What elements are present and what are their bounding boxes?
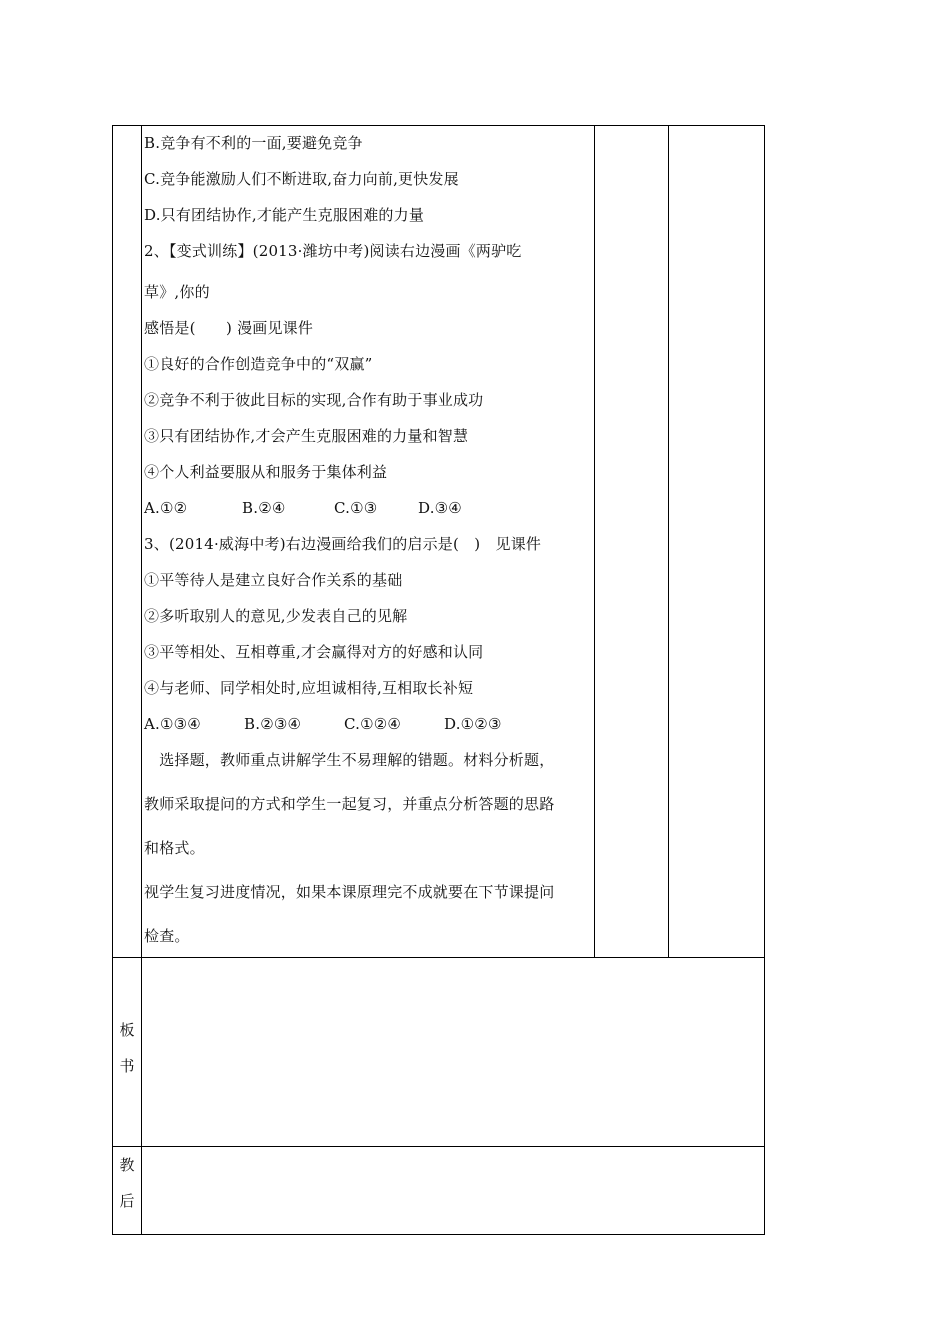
teaching-content-cell	[142, 126, 595, 958]
q3-item-3: ③平等相处、互相尊重,才会赢得对方的好感和认同	[144, 643, 484, 661]
q2-choice-c: C.①③	[334, 499, 378, 517]
q3-choice-d: D.①②③	[444, 715, 502, 733]
board-row	[113, 958, 765, 1147]
q2-stem-line2: 草》,你的	[144, 283, 210, 301]
reflection-row	[113, 1147, 765, 1235]
notes-line-3: 和格式。	[144, 839, 205, 857]
notes-line-4: 视学生复习进度情况，如果本课原理完不成就要在下节课提问	[144, 883, 555, 901]
q2-choice-a: A.①②	[144, 499, 188, 517]
q3-choice-c: C.①②④	[344, 715, 402, 733]
lesson-plan-table	[112, 125, 765, 1235]
q3-choice-a: A.①③④	[144, 715, 201, 733]
q3-item-1: ①平等待人是建立良好合作关系的基础	[144, 571, 403, 589]
option-c: C.竞争能激励人们不断进取,奋力向前,更快发展	[144, 170, 459, 188]
content-row	[113, 126, 765, 958]
q3-item-4: ④与老师、同学相处时,应坦诚相待,互相取长补短	[144, 679, 474, 697]
q2-choice-d: D.③④	[418, 499, 462, 517]
q2-choice-b: B.②④	[242, 499, 286, 517]
board-label-char-2: 书	[119, 1057, 135, 1075]
q2-item-4: ④个人利益要服从和服务于集体利益	[144, 463, 388, 481]
q3-choice-b: B.②③④	[244, 715, 302, 733]
q3-choices	[144, 709, 594, 745]
q2-choices	[144, 493, 594, 529]
q2-item-3: ③只有团结协作,才会产生克服困难的力量和智慧	[144, 427, 469, 445]
method-cell-empty	[595, 126, 669, 958]
reflection-content-cell	[142, 1147, 765, 1235]
option-b: B.竞争有不利的一面,要避免竞争	[144, 134, 363, 152]
board-content-cell	[142, 958, 765, 1147]
q2-stem-line3: 感悟是( ) 漫画见课件	[144, 319, 314, 337]
label-cell-empty	[113, 126, 142, 958]
notes-line-5: 检查。	[144, 927, 190, 945]
notes-line-2: 教师采取提问的方式和学生一起复习，并重点分析答题的思路	[144, 795, 555, 813]
q3-stem: 3、(2014·威海中考)右边漫画给我们的启示是( ) 见课件	[144, 535, 542, 553]
board-label-cell	[113, 958, 142, 1147]
q2-item-1: ①良好的合作创造竞争中的“双赢”	[144, 355, 373, 373]
q3-item-2: ②多听取别人的意见,少发表自己的见解	[144, 607, 408, 625]
reflection-label-cell	[113, 1147, 142, 1235]
reflection-label-char-2: 后	[119, 1192, 135, 1210]
option-d: D.只有团结协作,才能产生克服困难的力量	[144, 206, 425, 224]
notes-line-1: 选择题，教师重点讲解学生不易理解的错题。材料分析题，	[144, 751, 555, 769]
q2-item-2: ②竞争不利于彼此目标的实现,合作有助于事业成功	[144, 391, 484, 409]
reflection-label-char-1: 教	[119, 1156, 135, 1174]
remark-cell-empty	[669, 126, 765, 958]
q2-stem-line1: 2、【变式训练】(2013·潍坊中考)阅读右边漫画《两驴吃	[144, 242, 522, 260]
board-label-char-1: 板	[119, 1021, 135, 1039]
